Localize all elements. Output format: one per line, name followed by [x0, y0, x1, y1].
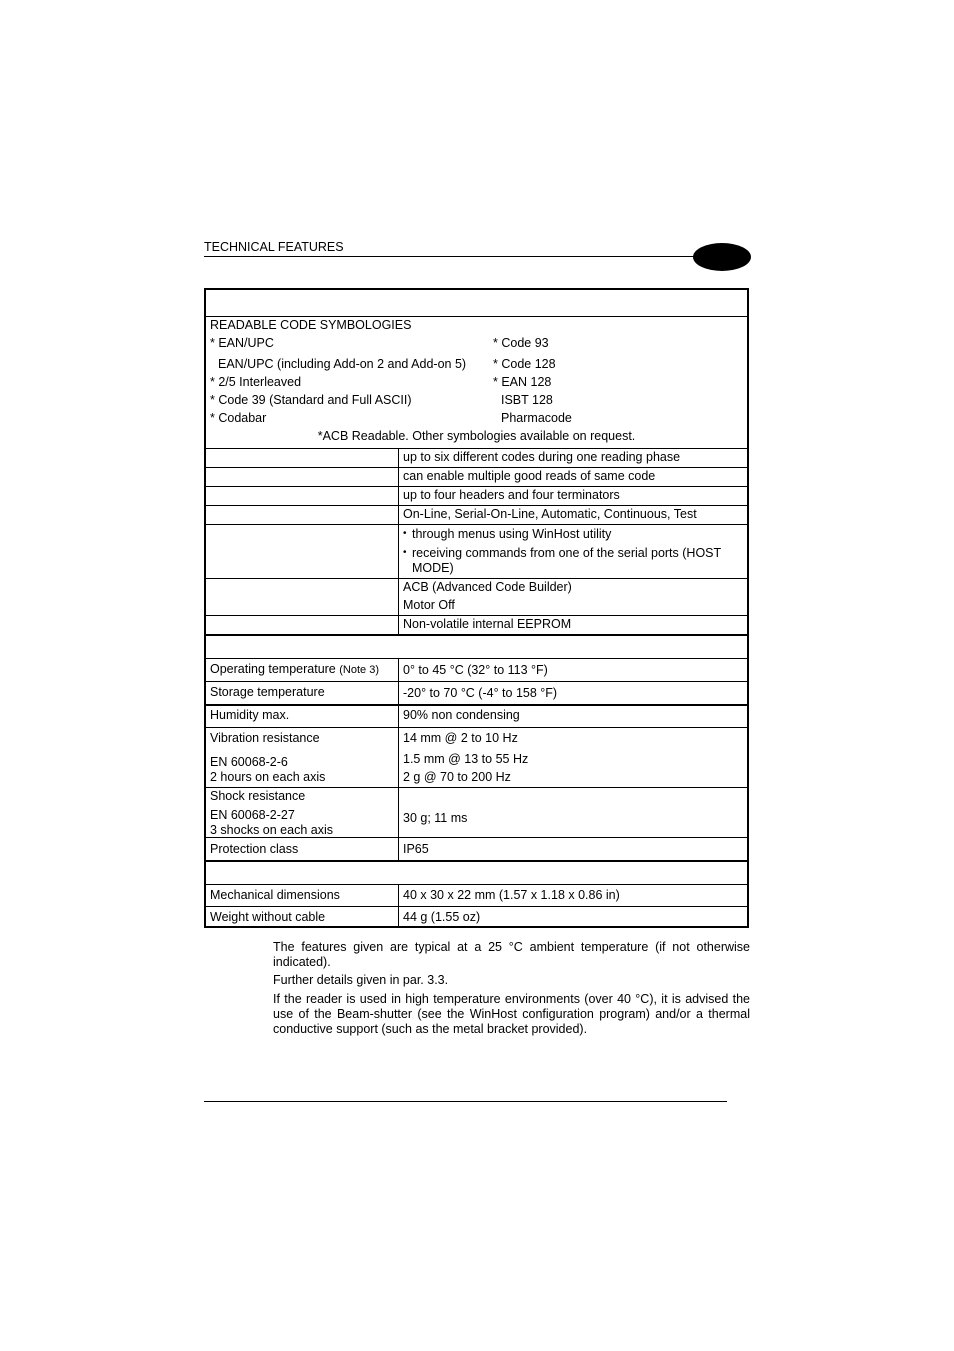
symbology-item: * EAN/UPC: [210, 336, 274, 350]
reading-value: can enable multiple good reads of same code: [403, 469, 656, 483]
table-rule: [206, 467, 747, 468]
table-rule: [206, 906, 747, 907]
table-rule: [206, 578, 747, 579]
symbology-item: * Codabar: [210, 411, 267, 425]
symbologies-heading: READABLE CODE SYMBOLOGIES: [210, 318, 412, 332]
column-divider: [398, 884, 399, 928]
spec-table: [204, 288, 749, 928]
footer-rule: [204, 1101, 727, 1102]
op-temp-value: 0° to 45 °C (32° to 113 °F): [403, 663, 548, 677]
note-2: Further details given in par. 3.3.: [273, 973, 449, 987]
table-rule: [206, 448, 747, 449]
reading-value: On-Line, Serial-On-Line, Automatic, Continuous, Test: [403, 507, 697, 521]
table-rule: [206, 860, 747, 862]
shock-standard: EN 60068-2-27: [210, 808, 295, 822]
vibration-label: Vibration resistance: [210, 731, 320, 745]
bullet-icon: •: [403, 547, 407, 558]
symbology-item: * 2/5 Interleaved: [210, 375, 302, 389]
storage-temp-label: Storage temperature: [210, 685, 325, 699]
table-rule: [206, 486, 747, 487]
table-rule: [206, 727, 747, 728]
symbology-item: * Code 39 (Standard and Full ASCII): [210, 393, 412, 407]
op-temp-note: (Note 3): [339, 664, 379, 676]
vibration-duration: 2 hours on each axis: [210, 770, 326, 784]
humidity-value: 90% non condensing: [403, 708, 520, 722]
shock-value: 30 g; 11 ms: [403, 811, 468, 825]
reading-value: up to four headers and four terminators: [403, 488, 620, 502]
symbology-item: * EAN 128: [493, 375, 552, 389]
humidity-label: Humidity max.: [210, 708, 290, 722]
page-header-title: TECHNICAL FEATURES: [204, 240, 344, 254]
table-rule: [206, 884, 747, 885]
special-function: ACB (Advanced Code Builder): [403, 580, 572, 594]
table-rule: [206, 787, 747, 788]
weight-value: 44 g (1.55 oz): [403, 910, 481, 924]
table-rule: [206, 316, 747, 317]
table-rule: [206, 837, 747, 838]
shock-duration: 3 shocks on each axis: [210, 823, 333, 837]
table-rule: [206, 505, 747, 506]
symbology-item: * Code 128: [493, 357, 556, 371]
note-3: If the reader is used in high temperature environments (over 40 °C), it is advised the use of the Beam-shutter (see the WinHost configuration program) and/or a thermal conductive support (such as the metal bracket provided).: [273, 992, 750, 1036]
symbology-item: Pharmacode: [501, 411, 572, 425]
table-rule: [206, 658, 747, 659]
config-method: through menus using WinHost utility: [412, 527, 612, 541]
symbology-item: EAN/UPC (including Add-on 2 and Add-on 5): [218, 357, 467, 371]
note-1: The features given are typical at a 25 °C ambient temperature (if not otherwise indicated).: [273, 940, 750, 969]
parameter-storage: Non-volatile internal EEPROM: [403, 617, 572, 631]
column-divider: [398, 658, 399, 860]
reading-value: up to six different codes during one reading phase: [403, 450, 681, 464]
table-rule: [206, 524, 747, 525]
vibration-value: 14 mm @ 2 to 10 Hz: [403, 731, 518, 745]
table-rule: [206, 681, 747, 682]
protection-value: IP65: [403, 842, 429, 856]
table-rule: [206, 615, 747, 616]
chapter-tab-marker: [693, 243, 751, 271]
special-function: Motor Off: [403, 598, 455, 612]
column-divider: [398, 448, 399, 634]
op-temp-label: [210, 662, 379, 676]
dimensions-label: Mechanical dimensions: [210, 888, 340, 902]
symbology-item: * Code 93: [493, 336, 549, 350]
symbology-item: ISBT 128: [501, 393, 553, 407]
table-rule: [206, 704, 747, 706]
vibration-standard: EN 60068-2-6: [210, 755, 288, 769]
config-method: MODE): [412, 561, 454, 575]
vibration-value: 1.5 mm @ 13 to 55 Hz: [403, 752, 529, 766]
vibration-value: 2 g @ 70 to 200 Hz: [403, 770, 511, 784]
header-rule: [204, 256, 704, 257]
storage-temp-value: -20° to 70 °C (-4° to 158 °F): [403, 686, 558, 700]
op-temp-label-text: Operating temperature: [210, 662, 336, 676]
config-method: receiving commands from one of the serial ports (HOST: [412, 546, 722, 560]
bullet-icon: •: [403, 528, 407, 539]
weight-label: Weight without cable: [210, 910, 326, 924]
shock-label: Shock resistance: [210, 789, 306, 803]
symbologies-note: *ACB Readable. Other symbologies available on request.: [317, 429, 636, 443]
table-rule: [206, 634, 747, 636]
protection-label: Protection class: [210, 842, 299, 856]
dimensions-value: 40 x 30 x 22 mm (1.57 x 1.18 x 0.86 in): [403, 888, 620, 902]
